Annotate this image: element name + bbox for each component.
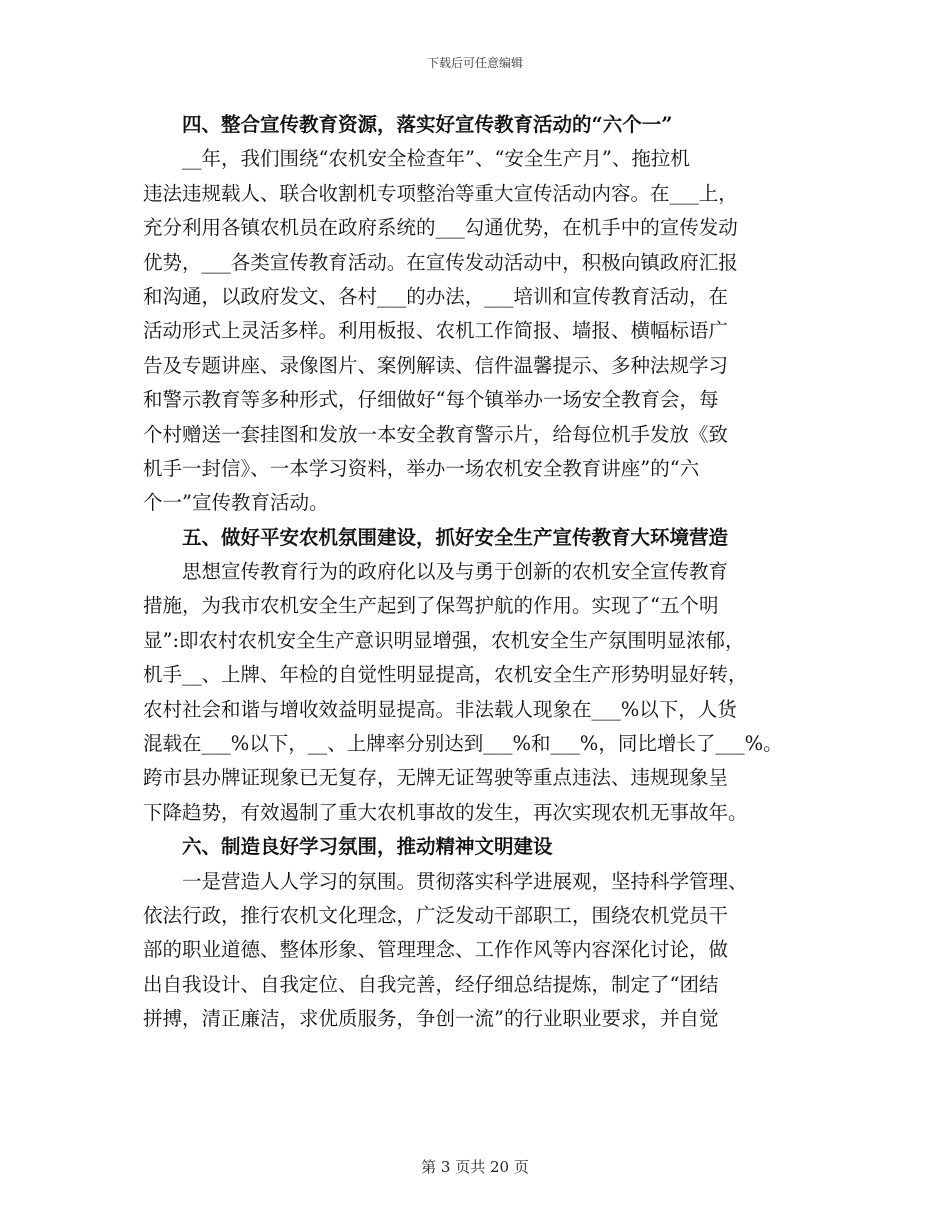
paragraph-line: 农村社会和谐与增收效益明显提高。非法载人现象在___%以下，人货 <box>143 697 737 721</box>
section-heading: 五、做好平安农机氛围建设，抓好安全生产宣传教育大环境营造 <box>143 525 729 549</box>
paragraph-line: 违法违规载人、联合收割机专项整治等重大宣传活动内容。在___上， <box>143 181 738 205</box>
paragraph-line: 个村赠送一套挂图和发放一本安全教育警示片，给每位机手发放《致 <box>143 422 729 446</box>
document-body <box>143 108 795 1037</box>
paragraph-line: 拼搏，清正廉洁，求优质服务，争创一流”的行业职业要求，并自觉 <box>143 1007 719 1031</box>
paragraph-line: 部的职业道德、整体形象、管理理念、工作作风等内容深化讨论，做 <box>143 938 729 962</box>
paragraph-line: 思想宣传教育行为的政府化以及与勇于创新的农机安全宣传教育 <box>143 560 729 584</box>
section-heading: 六、制造良好学习氛围，推动精神文明建设 <box>143 835 553 859</box>
paragraph-line: 出自我设计、自我定位、自我完善，经仔细总结提炼，制定了“团结 <box>143 972 719 996</box>
paragraph-line: 依法行政，推行农机文化理念，广泛发动干部职工，围绕农机党员干 <box>143 903 729 927</box>
paragraph-line: __年，我们围绕“农机安全检查年”、“安全生产月”、拖拉机 <box>143 147 690 171</box>
section-heading: 四、整合宣传教育资源，落实好宣传教育活动的“六个一” <box>143 113 673 136</box>
paragraph-line: 活动形式上灵活多样。利用板报、农机工作简报、墙报、横幅标语广 <box>143 319 729 343</box>
paragraph-line: 优势，___各类宣传教育活动。在宣传发动活动中，积极向镇政府汇报 <box>143 250 738 274</box>
page-number: 第 3 页共 20 页 <box>421 1158 529 1176</box>
page-header: 下载后可任意编辑 <box>426 56 523 70</box>
paragraph-line: 和沟通，以政府发文、各村___的办法，___培训和宣传教育活动，在 <box>143 284 729 308</box>
paragraph-line: 显”:即农村农机安全生产意识明显增强，农机安全生产氛围明显浓郁， <box>143 628 745 652</box>
paragraph-line: 充分利用各镇农机员在政府系统的___勾通优势，在机手中的宣传发动 <box>143 216 738 240</box>
paragraph-line: 跨市县办牌证现象已无复存，无牌无证驾驶等重点违法、违规现象呈 <box>143 766 729 790</box>
paragraph-line: 和警示教育等多种形式，仔细做好“每个镇举办一场安全教育会，每 <box>143 388 719 412</box>
paragraph-line: 一是营造人人学习的氛围。贯彻落实科学进展观，坚持科学管理、 <box>143 869 748 893</box>
paragraph-line: 混载在___%以下，__、上牌率分别达到___%和___%，同比增长了___%。 <box>143 732 783 756</box>
paragraph-line: 告及专题讲座、录像图片、案例解读、信件温馨提示、多种法规学习 <box>143 353 729 377</box>
paragraph-line: 下降趋势，有效遏制了重大农机事故的发生，再次实现农机无事故年。 <box>143 800 748 824</box>
paragraph-line: 机手一封信》、一本学习资料，举办一场农机安全教育讲座”的“六 <box>143 456 700 480</box>
paragraph-line: 机手__、上牌、年检的自觉性明显提高，农机安全生产形势明显好转， <box>143 663 748 687</box>
paragraph-line: 措施，为我市农机安全生产起到了保驾护航的作用。实现了“五个明 <box>143 594 719 618</box>
paragraph-line: 个一”宣传教育活动。 <box>143 491 329 515</box>
